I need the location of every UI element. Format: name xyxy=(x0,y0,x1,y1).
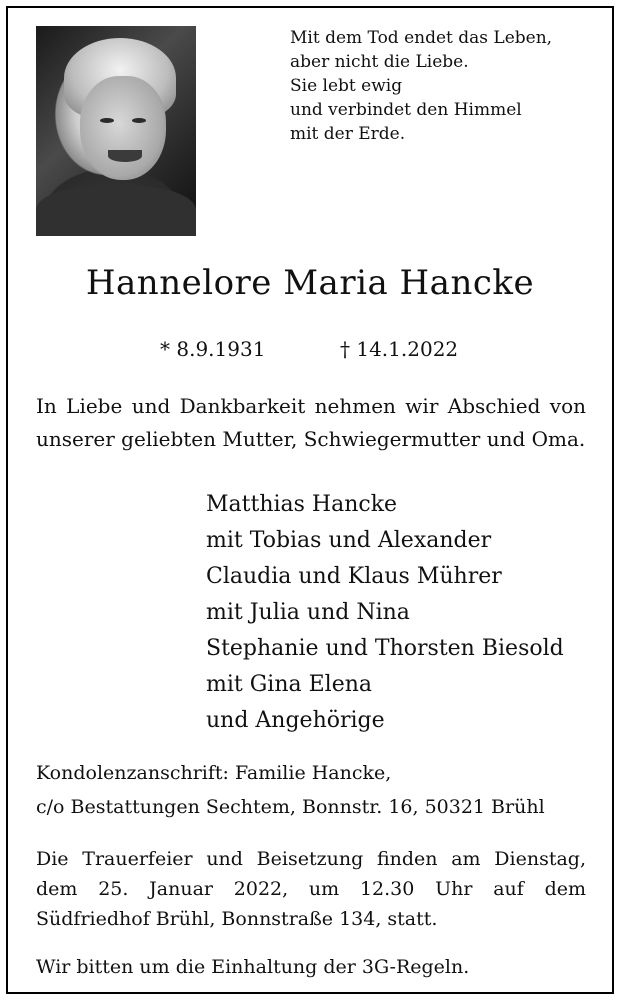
death-date: † 14.1.2022 xyxy=(340,337,459,361)
mourner-line: Claudia und Klaus Mührer xyxy=(206,564,502,589)
birth-date: * 8.9.1931 xyxy=(160,337,266,361)
farewell-text: In Liebe und Dankbarkeit nehmen wir Abschied von unserer geliebten Mutter, Schwiegermutter und Oma. xyxy=(36,394,586,451)
deceased-name: Hannelore Maria Hancke xyxy=(85,263,535,303)
mourner-line: mit Gina Elena xyxy=(206,672,373,697)
mourner-line: mit Tobias und Alexander xyxy=(206,528,492,553)
mourners-list xyxy=(206,487,596,739)
covid-rules-note: Wir bitten um die Einhaltung der 3G-Regeln. xyxy=(36,956,470,978)
condolence-address xyxy=(36,756,586,824)
condolence-line: c/o Bestattungen Sechtem, Bonnstr. 16, 50321 Brühl xyxy=(36,796,545,818)
portrait-mouth xyxy=(108,150,142,162)
poem-line: mit der Erde. xyxy=(290,124,406,144)
poem-line: Mit dem Tod endet das Leben, xyxy=(290,28,553,48)
poem-line: und verbindet den Himmel xyxy=(290,100,522,120)
portrait-face xyxy=(80,76,166,180)
mourner-line: mit Julia und Nina xyxy=(206,600,410,625)
mourner-line: und Angehörige xyxy=(206,708,385,733)
mourner-line: Stephanie und Thorsten Biesold xyxy=(206,636,564,661)
funeral-service-info: Die Trauerfeier und Beisetzung finden am Dienstag, dem 25. Januar 2022, um 12.30 Uhr auf dem Südfriedhof Brühl, Bonnstraße 134, statt. xyxy=(36,848,586,930)
portrait-left-eye xyxy=(100,118,114,123)
condolence-line: Kondolenzanschrift: Familie Hancke, xyxy=(36,762,392,784)
portrait-shoulders xyxy=(36,186,196,236)
memorial-poem xyxy=(290,26,590,146)
mourner-line: Matthias Hancke xyxy=(206,492,398,517)
portrait-right-eye xyxy=(132,118,146,123)
poem-line: aber nicht die Liebe. xyxy=(290,52,469,72)
poem-line: Sie lebt ewig xyxy=(290,76,403,96)
portrait-photo xyxy=(36,26,196,236)
